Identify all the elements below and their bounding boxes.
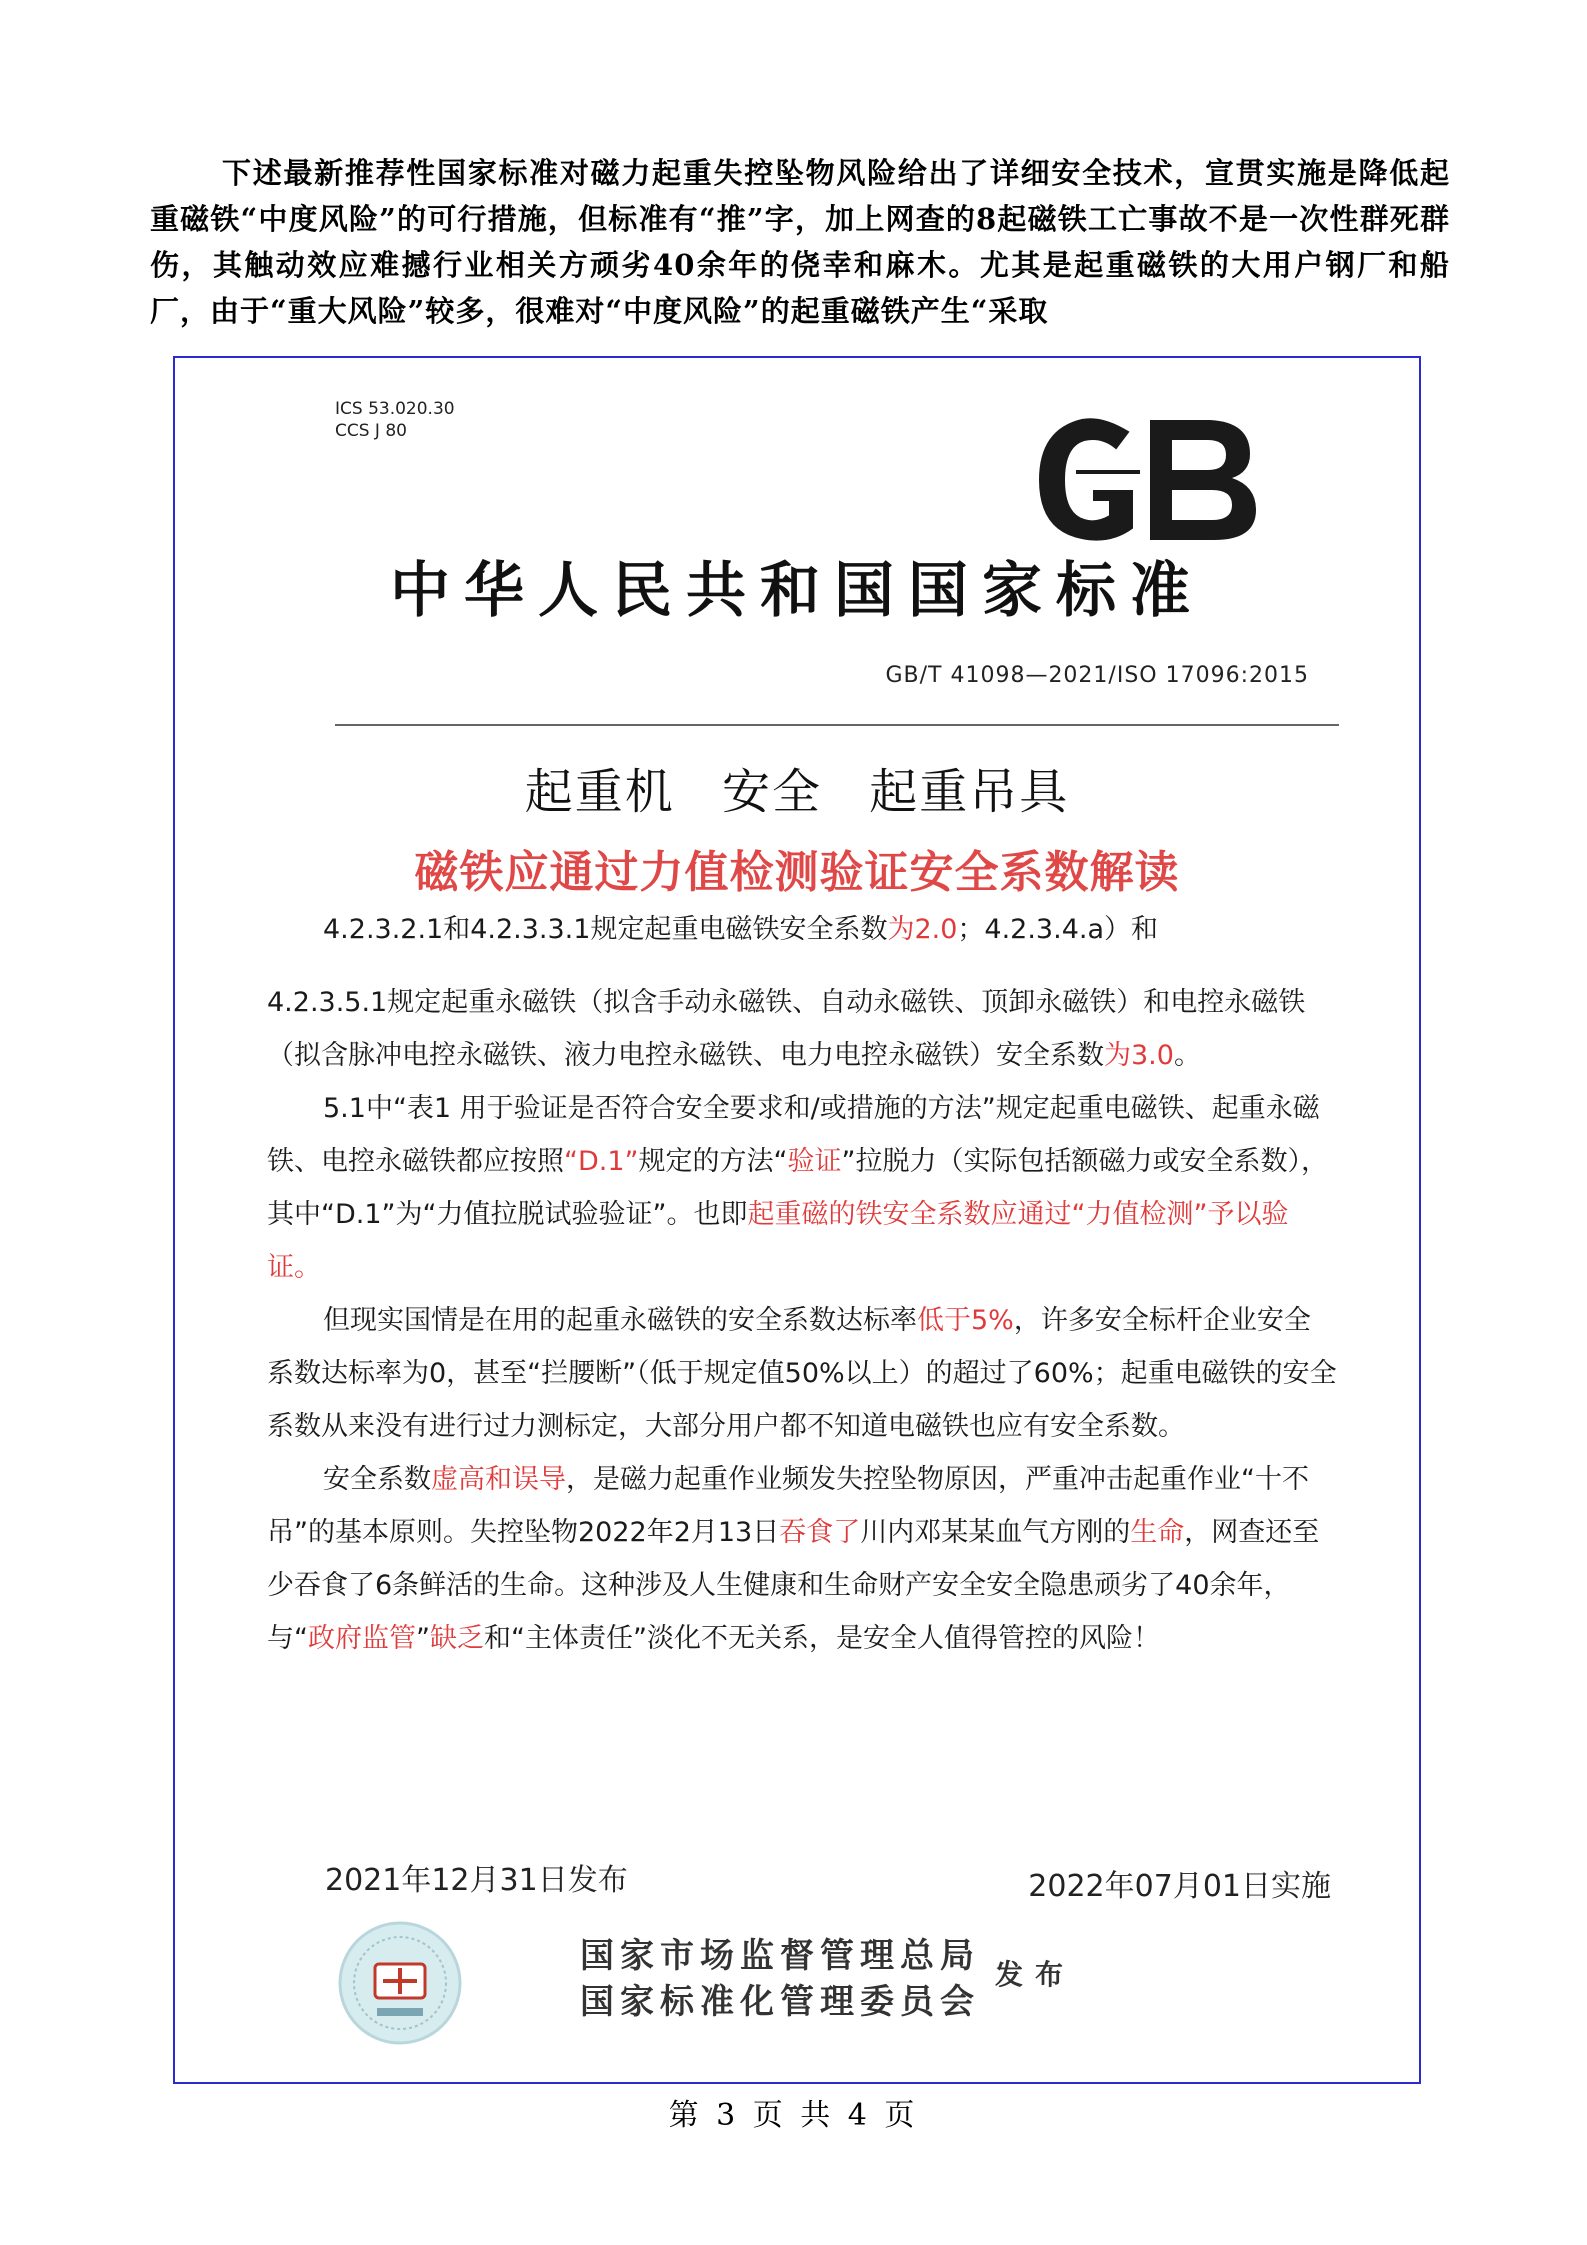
classification-codes	[335, 398, 455, 442]
issue-date: 2021年12月31日发布	[325, 1863, 628, 1898]
text-span: 规定的方法“	[638, 1146, 788, 1177]
highlight-span: 低于5%	[917, 1305, 1014, 1336]
issuer-sac: 国家标准化管理委员会	[580, 1982, 980, 2022]
paragraph-1	[267, 903, 1337, 956]
text-span: ，许多安全标杆企业安全系数达标率为0，甚至“拦腰断”（低于规定值50%以上）的超过了60%；起重电磁铁的安全系数从来没有进行过力测标定，大部分用户都不知道电磁铁也应有安全系数。	[267, 1305, 1337, 1442]
text-span: 和“主体责任”淡化不无关系，是安全人值得管控的风险！	[484, 1623, 1160, 1654]
standard-cover-image	[173, 356, 1421, 2084]
ccs-code: CCS J 80	[335, 421, 407, 441]
text-span: 4.2.3.2.1和4.2.3.3.1规定起重电磁铁安全系数	[323, 914, 888, 945]
gb-logo-icon	[1030, 410, 1270, 550]
highlight-span: 生命	[1130, 1517, 1185, 1548]
highlight-span: “D.1”	[564, 1146, 639, 1177]
publish-label: 发布	[995, 1958, 1076, 1991]
paragraph-3	[267, 1082, 1337, 1294]
red-heading: 磁铁应通过力值检测验证安全系数解读	[414, 847, 1180, 898]
document-title: 起重机 安全 起重吊具	[524, 764, 1070, 820]
text-span: 但现实国情是在用的起重永磁铁的安全系数达标率	[323, 1305, 917, 1336]
highlight-span: 虚高和误导	[431, 1464, 566, 1495]
highlight-span: 起重磁的铁安全系数应通过“力值检测”予以验证。	[267, 1199, 1289, 1283]
text-span: ”拉脱力（实际包括额磁力或安全系数），其中“D.1”为“力值拉脱试验验证”。也即	[267, 1146, 1329, 1230]
standard-name: 中华人民共和国国家标准	[390, 556, 1204, 626]
ics-code: ICS 53.020.30	[335, 399, 455, 419]
text-span: 川内邓某某血气方刚的	[860, 1517, 1131, 1548]
text-span: 4.2.3.5.1规定起重永磁铁（拟含手动永磁铁、自动永磁铁、顶卸永磁铁）和电控永磁铁（拟含脉冲电控永磁铁、液力电控永磁铁、电力电控永磁铁）安全系数	[267, 987, 1306, 1071]
paragraph-5	[267, 1453, 1337, 1665]
highlight-span: 为2.0	[887, 914, 958, 945]
interpretation-body	[267, 903, 1337, 1665]
standard-number: GB/T 41098—2021/ISO 17096:2015	[885, 663, 1309, 688]
text-span: ，是磁力起重作业频发失控坠物原因，严重冲击起重作业“十不吊”的基本原则。失控坠物2022年2月13日	[267, 1464, 1309, 1548]
paragraph-4	[267, 1294, 1337, 1453]
paragraph-2	[267, 976, 1337, 1082]
text-span: ”	[416, 1623, 430, 1654]
intro-text: 下述最新推荐性国家标准对磁力起重失控坠物风险给出了详细安全技术，宣贯实施是降低起重磁铁“中度风险”的可行措施，但标准有“推”字，加上网查的8起磁铁工亡事故不是一次性群死群伤，其触动效应难撼行业相关方顽劣40余年的侥幸和麻木。尤其是起重磁铁的大用户钢厂和船厂，由于“重大风险”较多，很难对“中度风险”的起重磁铁产生“采取	[150, 156, 1450, 328]
highlight-span: 为3.0	[1104, 1040, 1174, 1071]
text-span: ；4.2.3.4.a）和	[957, 914, 1158, 945]
effective-date: 2022年07月01日实施	[1028, 1869, 1331, 1904]
text-span: ，网查还至少吞食了6条鲜活的生命。这种涉及人生健康和生命财产安全安全隐患顽劣了40余年，与“	[267, 1517, 1320, 1654]
intro-paragraph	[150, 150, 1450, 334]
text-span: 。	[1173, 1040, 1201, 1071]
issuer-samr: 国家市场监督管理总局	[580, 1936, 980, 1976]
highlight-span: 政府监管	[308, 1623, 416, 1654]
text-span: 5.1中“表1 用于验证是否符合安全要求和/或措施的方法”规定起重电磁铁、起重永磁铁、电控永磁铁都应按照	[267, 1093, 1320, 1177]
highlight-span: 验证	[787, 1146, 842, 1177]
highlight-span: 吞食了	[779, 1517, 861, 1548]
text-span: 安全系数	[323, 1464, 431, 1495]
certification-seal-icon	[335, 1918, 465, 2048]
page-number: 第 3 页 共 4 页	[668, 2098, 919, 2133]
divider	[335, 724, 1339, 726]
issuing-authorities	[580, 1933, 980, 2025]
highlight-span: 缺乏	[430, 1623, 484, 1654]
